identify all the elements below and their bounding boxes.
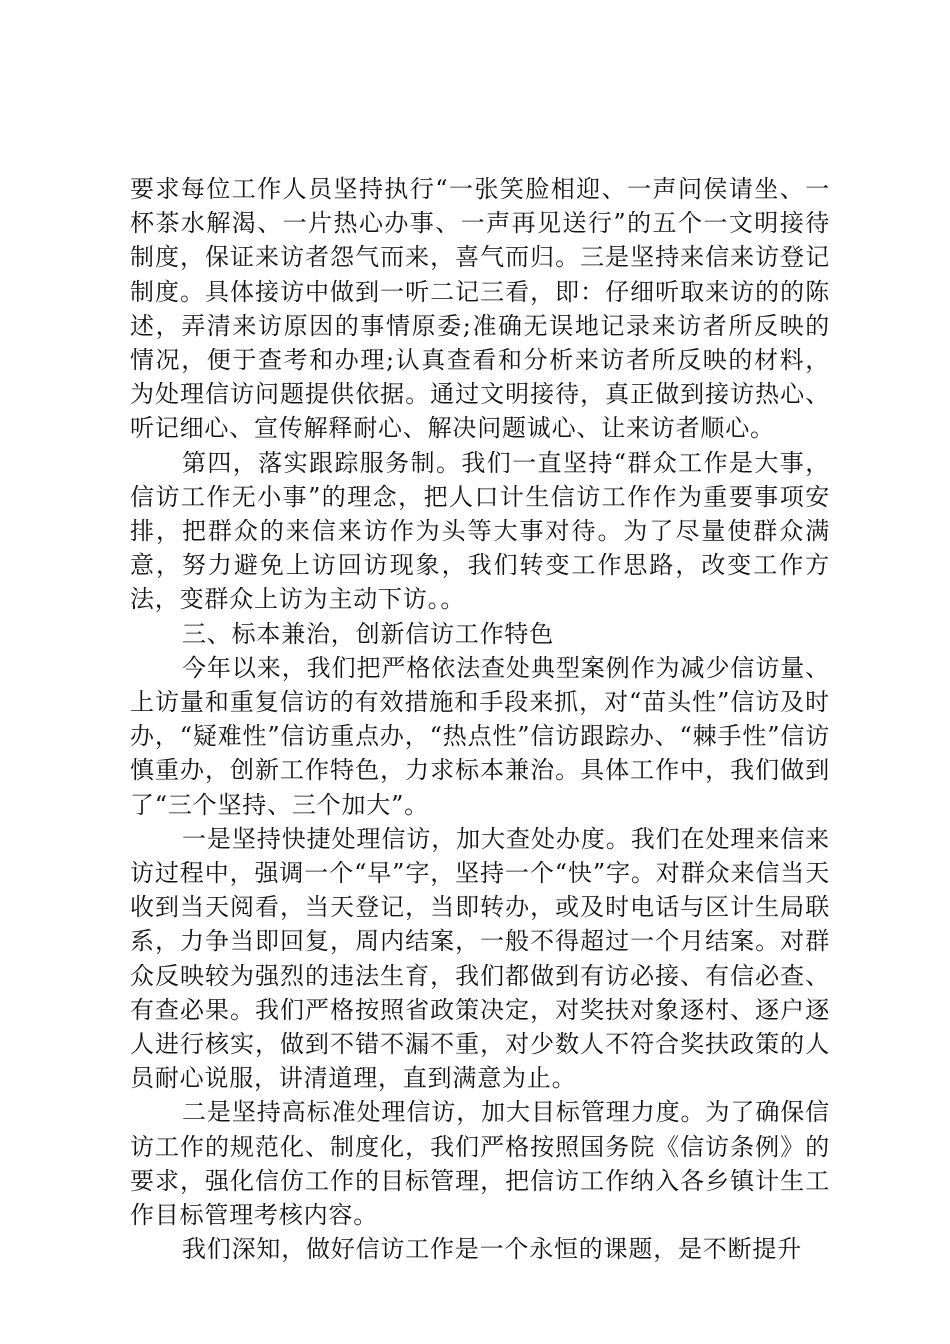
paragraph-conclusion: 我们深知，做好信访工作是一个永恒的课题，是不断提升	[182, 1235, 802, 1264]
paragraph-reception-system: 要求每位工作人员坚持执行“一张笑脸相迎、一声问侯请坐、一杯茶水解渴、一片热心办事、一声再见送行”的五个一文明接待制度，保证来访者怨气而来，喜气而归。三是坚持来信来访登记制度。具体接访中做到一听二记三看，即：仔细听取来访的的陈述，弄清来访原因的事情原委;准确无误地记录来访者所反映的情况，便于查考和办理;认真查看和分析来访者所反映的材料，为处理信访问题提供依据。通过文明接待，真正做到接访热心、听记细心、宣传解释耐心、解决问题诚心、让来访者顺心。	[130, 175, 830, 443]
paragraph-second-point: 二是坚持高标准处理信访，加大目标管理力度。为了确保信访工作的规范化、制度化，我们严格按照国务院《信访条例》的要求，强化信仿工作的目标管理，把信访工作纳入各乡镇计生工作目标管理考核内容。	[130, 1098, 830, 1230]
paragraph-this-year: 今年以来，我们把严格依法查处典型案例作为减少信访量、上访量和重复信访的有效措施和手段来抓，对“苗头性”信访及时办，“疑难性”信访重点办，“热点性”信访跟踪办、“棘手性”信访慎重办，创新工作特色，力求标本兼治。具体工作中，我们做到了“三个坚持、三个加大”。	[130, 653, 830, 819]
document-body	[130, 172, 830, 1267]
section-heading-3: 三、标本兼治，创新信访工作特色	[182, 619, 554, 648]
paragraph-first-point: 一是坚持快捷处理信访，加大查处办度。我们在处理来信来访过程中，强调一个“早”字，坚持一个“快”字。对群众来信当天收到当天阅看，当天登记，当即转办，或及时电话与区计生局联系，力争当即回复，周内结案，一般不得超过一个月结案。对群众反映较为强烈的违法生育，我们都做到有访必接、有信必查、有查必果。我们严格按照省政策决定，对奖扶对象逐村、逐户逐人进行核实，做到不错不漏不重，对少数人不符合奖扶政策的人员耐心说服，讲清道理，直到满意为止。	[130, 824, 830, 1093]
paragraph-follow-up-service: 第四，落实跟踪服务制。我们一直坚持“群众工作是大事，信访工作无小事”的理念，把人口计生信访工作作为重要事项安排，把群众的来信来访作为头等大事对待。为了尽量使群众满意，努力避免上访回访现象，我们转变工作思路，改变工作方法，变群众上访为主动下访。。	[130, 448, 830, 614]
